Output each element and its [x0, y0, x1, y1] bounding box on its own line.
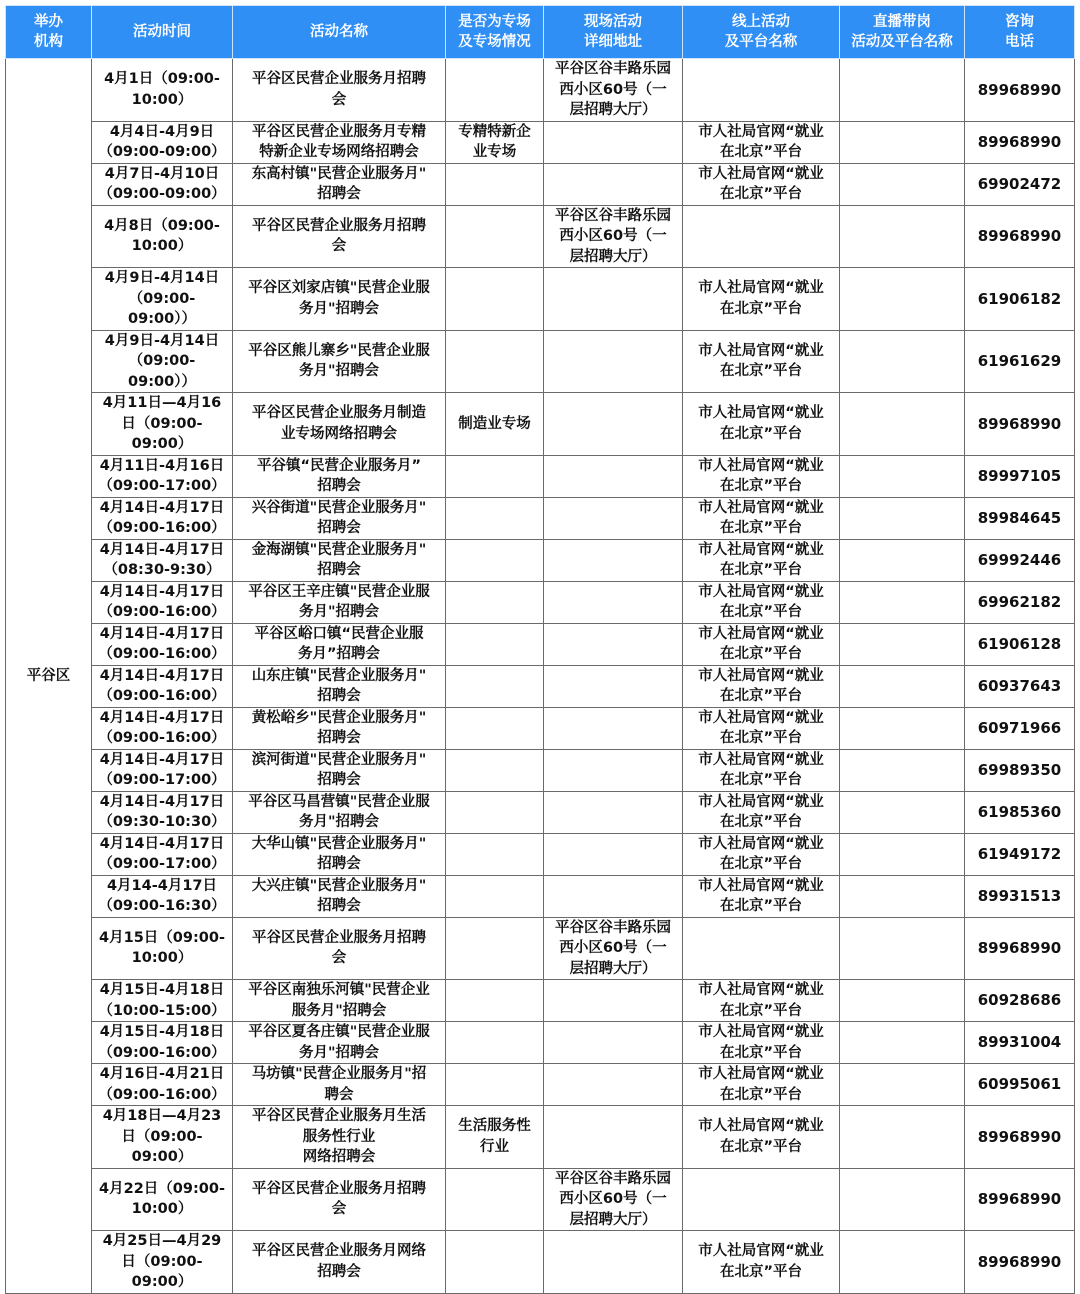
special-cell	[446, 1022, 544, 1064]
phone-cell: 69902472	[965, 163, 1075, 205]
name-cell: 平谷区王辛庄镇"民营企业服 务月"招聘会	[233, 581, 446, 623]
live-cell	[840, 980, 965, 1022]
table-row	[6, 749, 1075, 791]
header-phone: 咨询 电话	[965, 6, 1075, 59]
time-cell: 4月15日（09:00- 10:00）	[92, 917, 233, 980]
phone-cell: 89968990	[965, 121, 1075, 163]
header-live: 直播带岗 活动及平台名称	[840, 6, 965, 59]
name-cell: 平谷区马昌营镇"民营企业服 务月"招聘会	[233, 791, 446, 833]
venue-cell: 平谷区谷丰路乐园 西小区60号（一 层招聘大厅）	[544, 917, 683, 980]
venue-cell	[544, 581, 683, 623]
table-row	[6, 875, 1075, 917]
live-cell	[840, 581, 965, 623]
venue-cell	[544, 497, 683, 539]
phone-cell: 89968990	[965, 917, 1075, 980]
special-cell	[446, 623, 544, 665]
phone-cell: 89984645	[965, 497, 1075, 539]
special-cell	[446, 665, 544, 707]
name-cell: 平谷区民营企业服务月制造 业专场网络招聘会	[233, 393, 446, 456]
live-cell	[840, 330, 965, 393]
name-cell: 黄松峪乡"民营企业服务月" 招聘会	[233, 707, 446, 749]
venue-cell	[544, 121, 683, 163]
name-cell: 平谷区民营企业服务月招聘 会	[233, 917, 446, 980]
time-cell: 4月14日-4月17日 （09:00-16:00）	[92, 581, 233, 623]
time-cell: 4月22日（09:00- 10:00）	[92, 1168, 233, 1231]
time-cell: 4月14日-4月17日 （09:00-16:00）	[92, 623, 233, 665]
header-venue: 现场活动 详细地址	[544, 6, 683, 59]
phone-cell: 89968990	[965, 1168, 1075, 1231]
special-cell: 专精特新企 业专场	[446, 121, 544, 163]
header-time: 活动时间	[92, 6, 233, 59]
online-cell: 市人社局官网“就业 在北京”平台	[683, 539, 840, 581]
phone-cell: 89968990	[965, 205, 1075, 268]
special-cell	[446, 749, 544, 791]
online-cell: 市人社局官网“就业 在北京”平台	[683, 749, 840, 791]
table-row	[6, 1022, 1075, 1064]
phone-cell: 60995061	[965, 1064, 1075, 1106]
special-cell	[446, 497, 544, 539]
table-row	[6, 623, 1075, 665]
live-cell	[840, 1231, 965, 1294]
special-cell: 生活服务性 行业	[446, 1106, 544, 1169]
table-row	[6, 330, 1075, 393]
header-name: 活动名称	[233, 6, 446, 59]
name-cell: 平谷区南独乐河镇"民营企业 服务月"招聘会	[233, 980, 446, 1022]
live-cell	[840, 1022, 965, 1064]
special-cell	[446, 1231, 544, 1294]
venue-cell: 平谷区谷丰路乐园 西小区60号（一 层招聘大厅）	[544, 59, 683, 122]
table-row	[6, 59, 1075, 122]
name-cell: 金海湖镇"民营企业服务月" 招聘会	[233, 539, 446, 581]
phone-cell: 61961629	[965, 330, 1075, 393]
time-cell: 4月8日（09:00- 10:00）	[92, 205, 233, 268]
header-special: 是否为专场 及专场情况	[446, 6, 544, 59]
live-cell	[840, 665, 965, 707]
time-cell: 4月14日-4月17日 （09:00-16:00）	[92, 707, 233, 749]
special-cell	[446, 163, 544, 205]
table-row	[6, 665, 1075, 707]
live-cell	[840, 1064, 965, 1106]
table-row	[6, 497, 1075, 539]
venue-cell	[544, 707, 683, 749]
special-cell	[446, 268, 544, 331]
special-cell	[446, 707, 544, 749]
table-row	[6, 268, 1075, 331]
name-cell: 平谷区民营企业服务月网络 招聘会	[233, 1231, 446, 1294]
venue-cell: 平谷区谷丰路乐园 西小区60号（一 层招聘大厅）	[544, 205, 683, 268]
name-cell: 平谷区民营企业服务月招聘 会	[233, 59, 446, 122]
time-cell: 4月7日-4月10日 （09:00-09:00）	[92, 163, 233, 205]
phone-cell: 60971966	[965, 707, 1075, 749]
special-cell: 制造业专场	[446, 393, 544, 456]
venue-cell	[544, 1106, 683, 1169]
venue-cell	[544, 1231, 683, 1294]
table-row	[6, 1106, 1075, 1169]
time-cell: 4月4日-4月9日 （09:00-09:00）	[92, 121, 233, 163]
special-cell	[446, 539, 544, 581]
special-cell	[446, 875, 544, 917]
phone-cell: 61906182	[965, 268, 1075, 331]
name-cell: 大兴庄镇"民营企业服务月" 招聘会	[233, 875, 446, 917]
online-cell	[683, 1168, 840, 1231]
name-cell: 平谷区熊儿寨乡"民营企业服 务月"招聘会	[233, 330, 446, 393]
online-cell	[683, 917, 840, 980]
table-row	[6, 917, 1075, 980]
table-row	[6, 980, 1075, 1022]
table-row	[6, 163, 1075, 205]
time-cell: 4月9日-4月14日 （09:00- 09:00））	[92, 268, 233, 331]
phone-cell: 89968990	[965, 1106, 1075, 1169]
venue-cell	[544, 163, 683, 205]
online-cell	[683, 205, 840, 268]
live-cell	[840, 623, 965, 665]
online-cell: 市人社局官网“就业 在北京”平台	[683, 330, 840, 393]
live-cell	[840, 749, 965, 791]
table-row	[6, 539, 1075, 581]
table-row	[6, 791, 1075, 833]
time-cell: 4月14日-4月17日 （09:00-16:00）	[92, 665, 233, 707]
online-cell: 市人社局官网“就业 在北京”平台	[683, 581, 840, 623]
online-cell: 市人社局官网“就业 在北京”平台	[683, 665, 840, 707]
special-cell	[446, 833, 544, 875]
table-row	[6, 393, 1075, 456]
name-cell: 东高村镇"民营企业服务月" 招聘会	[233, 163, 446, 205]
online-cell: 市人社局官网“就业 在北京”平台	[683, 875, 840, 917]
special-cell	[446, 330, 544, 393]
online-cell: 市人社局官网“就业 在北京”平台	[683, 121, 840, 163]
time-cell: 4月14日-4月17日 （09:00-17:00）	[92, 833, 233, 875]
time-cell: 4月1日（09:00- 10:00）	[92, 59, 233, 122]
venue-cell	[544, 791, 683, 833]
table-row	[6, 121, 1075, 163]
name-cell: 兴谷街道"民营企业服务月" 招聘会	[233, 497, 446, 539]
venue-cell	[544, 875, 683, 917]
special-cell	[446, 205, 544, 268]
live-cell	[840, 121, 965, 163]
live-cell	[840, 497, 965, 539]
phone-cell: 89968990	[965, 59, 1075, 122]
live-cell	[840, 791, 965, 833]
live-cell	[840, 1106, 965, 1169]
phone-cell: 69962182	[965, 581, 1075, 623]
phone-cell: 89931513	[965, 875, 1075, 917]
live-cell	[840, 833, 965, 875]
time-cell: 4月25日—4月29 日（09:00- 09:00）	[92, 1231, 233, 1294]
name-cell: 平谷区民营企业服务月生活 服务性行业 网络招聘会	[233, 1106, 446, 1169]
special-cell	[446, 791, 544, 833]
venue-cell	[544, 749, 683, 791]
online-cell: 市人社局官网“就业 在北京”平台	[683, 268, 840, 331]
online-cell: 市人社局官网“就业 在北京”平台	[683, 393, 840, 456]
special-cell	[446, 455, 544, 497]
time-cell: 4月15日-4月18日 （10:00-15:00）	[92, 980, 233, 1022]
special-cell	[446, 581, 544, 623]
online-cell: 市人社局官网“就业 在北京”平台	[683, 1231, 840, 1294]
venue-cell	[544, 623, 683, 665]
phone-cell: 69989350	[965, 749, 1075, 791]
live-cell	[840, 707, 965, 749]
time-cell: 4月14日-4月17日 （09:00-16:00）	[92, 497, 233, 539]
table-row	[6, 581, 1075, 623]
time-cell: 4月11日—4月16 日（09:00- 09:00）	[92, 393, 233, 456]
time-cell: 4月14-4月17日 （09:00-16:30）	[92, 875, 233, 917]
venue-cell	[544, 455, 683, 497]
organizer-cell: 平谷区	[6, 59, 92, 1294]
time-cell: 4月14日-4月17日 （09:00-17:00）	[92, 749, 233, 791]
special-cell	[446, 917, 544, 980]
job-fair-table	[5, 5, 1075, 1294]
venue-cell	[544, 665, 683, 707]
time-cell: 4月15日-4月18日 （09:00-16:00）	[92, 1022, 233, 1064]
online-cell: 市人社局官网“就业 在北京”平台	[683, 833, 840, 875]
time-cell: 4月14日-4月17日 （08:30-9:30）	[92, 539, 233, 581]
name-cell: 滨河街道"民营企业服务月" 招聘会	[233, 749, 446, 791]
live-cell	[840, 268, 965, 331]
phone-cell: 89997105	[965, 455, 1075, 497]
live-cell	[840, 163, 965, 205]
venue-cell	[544, 1022, 683, 1064]
online-cell: 市人社局官网“就业 在北京”平台	[683, 1064, 840, 1106]
header-online: 线上活动 及平台名称	[683, 6, 840, 59]
phone-cell: 89968990	[965, 393, 1075, 456]
header-organizer: 举办 机构	[6, 6, 92, 59]
live-cell	[840, 1168, 965, 1231]
time-cell: 4月18日—4月23 日（09:00- 09:00）	[92, 1106, 233, 1169]
phone-cell: 61949172	[965, 833, 1075, 875]
phone-cell: 69992446	[965, 539, 1075, 581]
online-cell: 市人社局官网“就业 在北京”平台	[683, 455, 840, 497]
phone-cell: 61985360	[965, 791, 1075, 833]
venue-cell	[544, 330, 683, 393]
phone-cell: 60928686	[965, 980, 1075, 1022]
time-cell: 4月11日-4月16日 （09:00-17:00）	[92, 455, 233, 497]
special-cell	[446, 1064, 544, 1106]
table-row	[6, 205, 1075, 268]
time-cell: 4月9日-4月14日 （09:00- 09:00））	[92, 330, 233, 393]
live-cell	[840, 455, 965, 497]
online-cell: 市人社局官网“就业 在北京”平台	[683, 707, 840, 749]
online-cell: 市人社局官网“就业 在北京”平台	[683, 163, 840, 205]
venue-cell	[544, 393, 683, 456]
table-row	[6, 1064, 1075, 1106]
venue-cell	[544, 833, 683, 875]
name-cell: 平谷区民营企业服务月招聘 会	[233, 205, 446, 268]
table-row	[6, 707, 1075, 749]
name-cell: 平谷区夏各庄镇"民营企业服 务月"招聘会	[233, 1022, 446, 1064]
online-cell: 市人社局官网“就业 在北京”平台	[683, 791, 840, 833]
live-cell	[840, 917, 965, 980]
venue-cell	[544, 980, 683, 1022]
time-cell: 4月16日-4月21日 （09:00-16:00）	[92, 1064, 233, 1106]
special-cell	[446, 1168, 544, 1231]
special-cell	[446, 980, 544, 1022]
live-cell	[840, 59, 965, 122]
venue-cell: 平谷区谷丰路乐园 西小区60号（一 层招聘大厅）	[544, 1168, 683, 1231]
name-cell: 平谷区峪口镇“民营企业服 务月”招聘会	[233, 623, 446, 665]
venue-cell	[544, 268, 683, 331]
live-cell	[840, 205, 965, 268]
special-cell	[446, 59, 544, 122]
name-cell: 山东庄镇"民营企业服务月" 招聘会	[233, 665, 446, 707]
table-row	[6, 1231, 1075, 1294]
time-cell: 4月14日-4月17日 （09:30-10:30）	[92, 791, 233, 833]
name-cell: 平谷镇“民营企业服务月” 招聘会	[233, 455, 446, 497]
live-cell	[840, 539, 965, 581]
table-row	[6, 1168, 1075, 1231]
table-row	[6, 455, 1075, 497]
name-cell: 平谷区民营企业服务月专精 特新企业专场网络招聘会	[233, 121, 446, 163]
online-cell: 市人社局官网“就业 在北京”平台	[683, 497, 840, 539]
live-cell	[840, 393, 965, 456]
online-cell: 市人社局官网“就业 在北京”平台	[683, 1106, 840, 1169]
venue-cell	[544, 1064, 683, 1106]
phone-cell: 89968990	[965, 1231, 1075, 1294]
online-cell	[683, 59, 840, 122]
table-header-row	[6, 6, 1075, 59]
job-fair-table-container	[5, 5, 1075, 1294]
live-cell	[840, 875, 965, 917]
phone-cell: 60937643	[965, 665, 1075, 707]
online-cell: 市人社局官网“就业 在北京”平台	[683, 623, 840, 665]
table-row	[6, 833, 1075, 875]
online-cell: 市人社局官网“就业 在北京”平台	[683, 1022, 840, 1064]
name-cell: 大华山镇"民营企业服务月" 招聘会	[233, 833, 446, 875]
name-cell: 马坊镇"民营企业服务月"招 聘会	[233, 1064, 446, 1106]
venue-cell	[544, 539, 683, 581]
name-cell: 平谷区民营企业服务月招聘 会	[233, 1168, 446, 1231]
online-cell: 市人社局官网“就业 在北京”平台	[683, 980, 840, 1022]
name-cell: 平谷区刘家店镇"民营企业服 务月"招聘会	[233, 268, 446, 331]
phone-cell: 61906128	[965, 623, 1075, 665]
phone-cell: 89931004	[965, 1022, 1075, 1064]
